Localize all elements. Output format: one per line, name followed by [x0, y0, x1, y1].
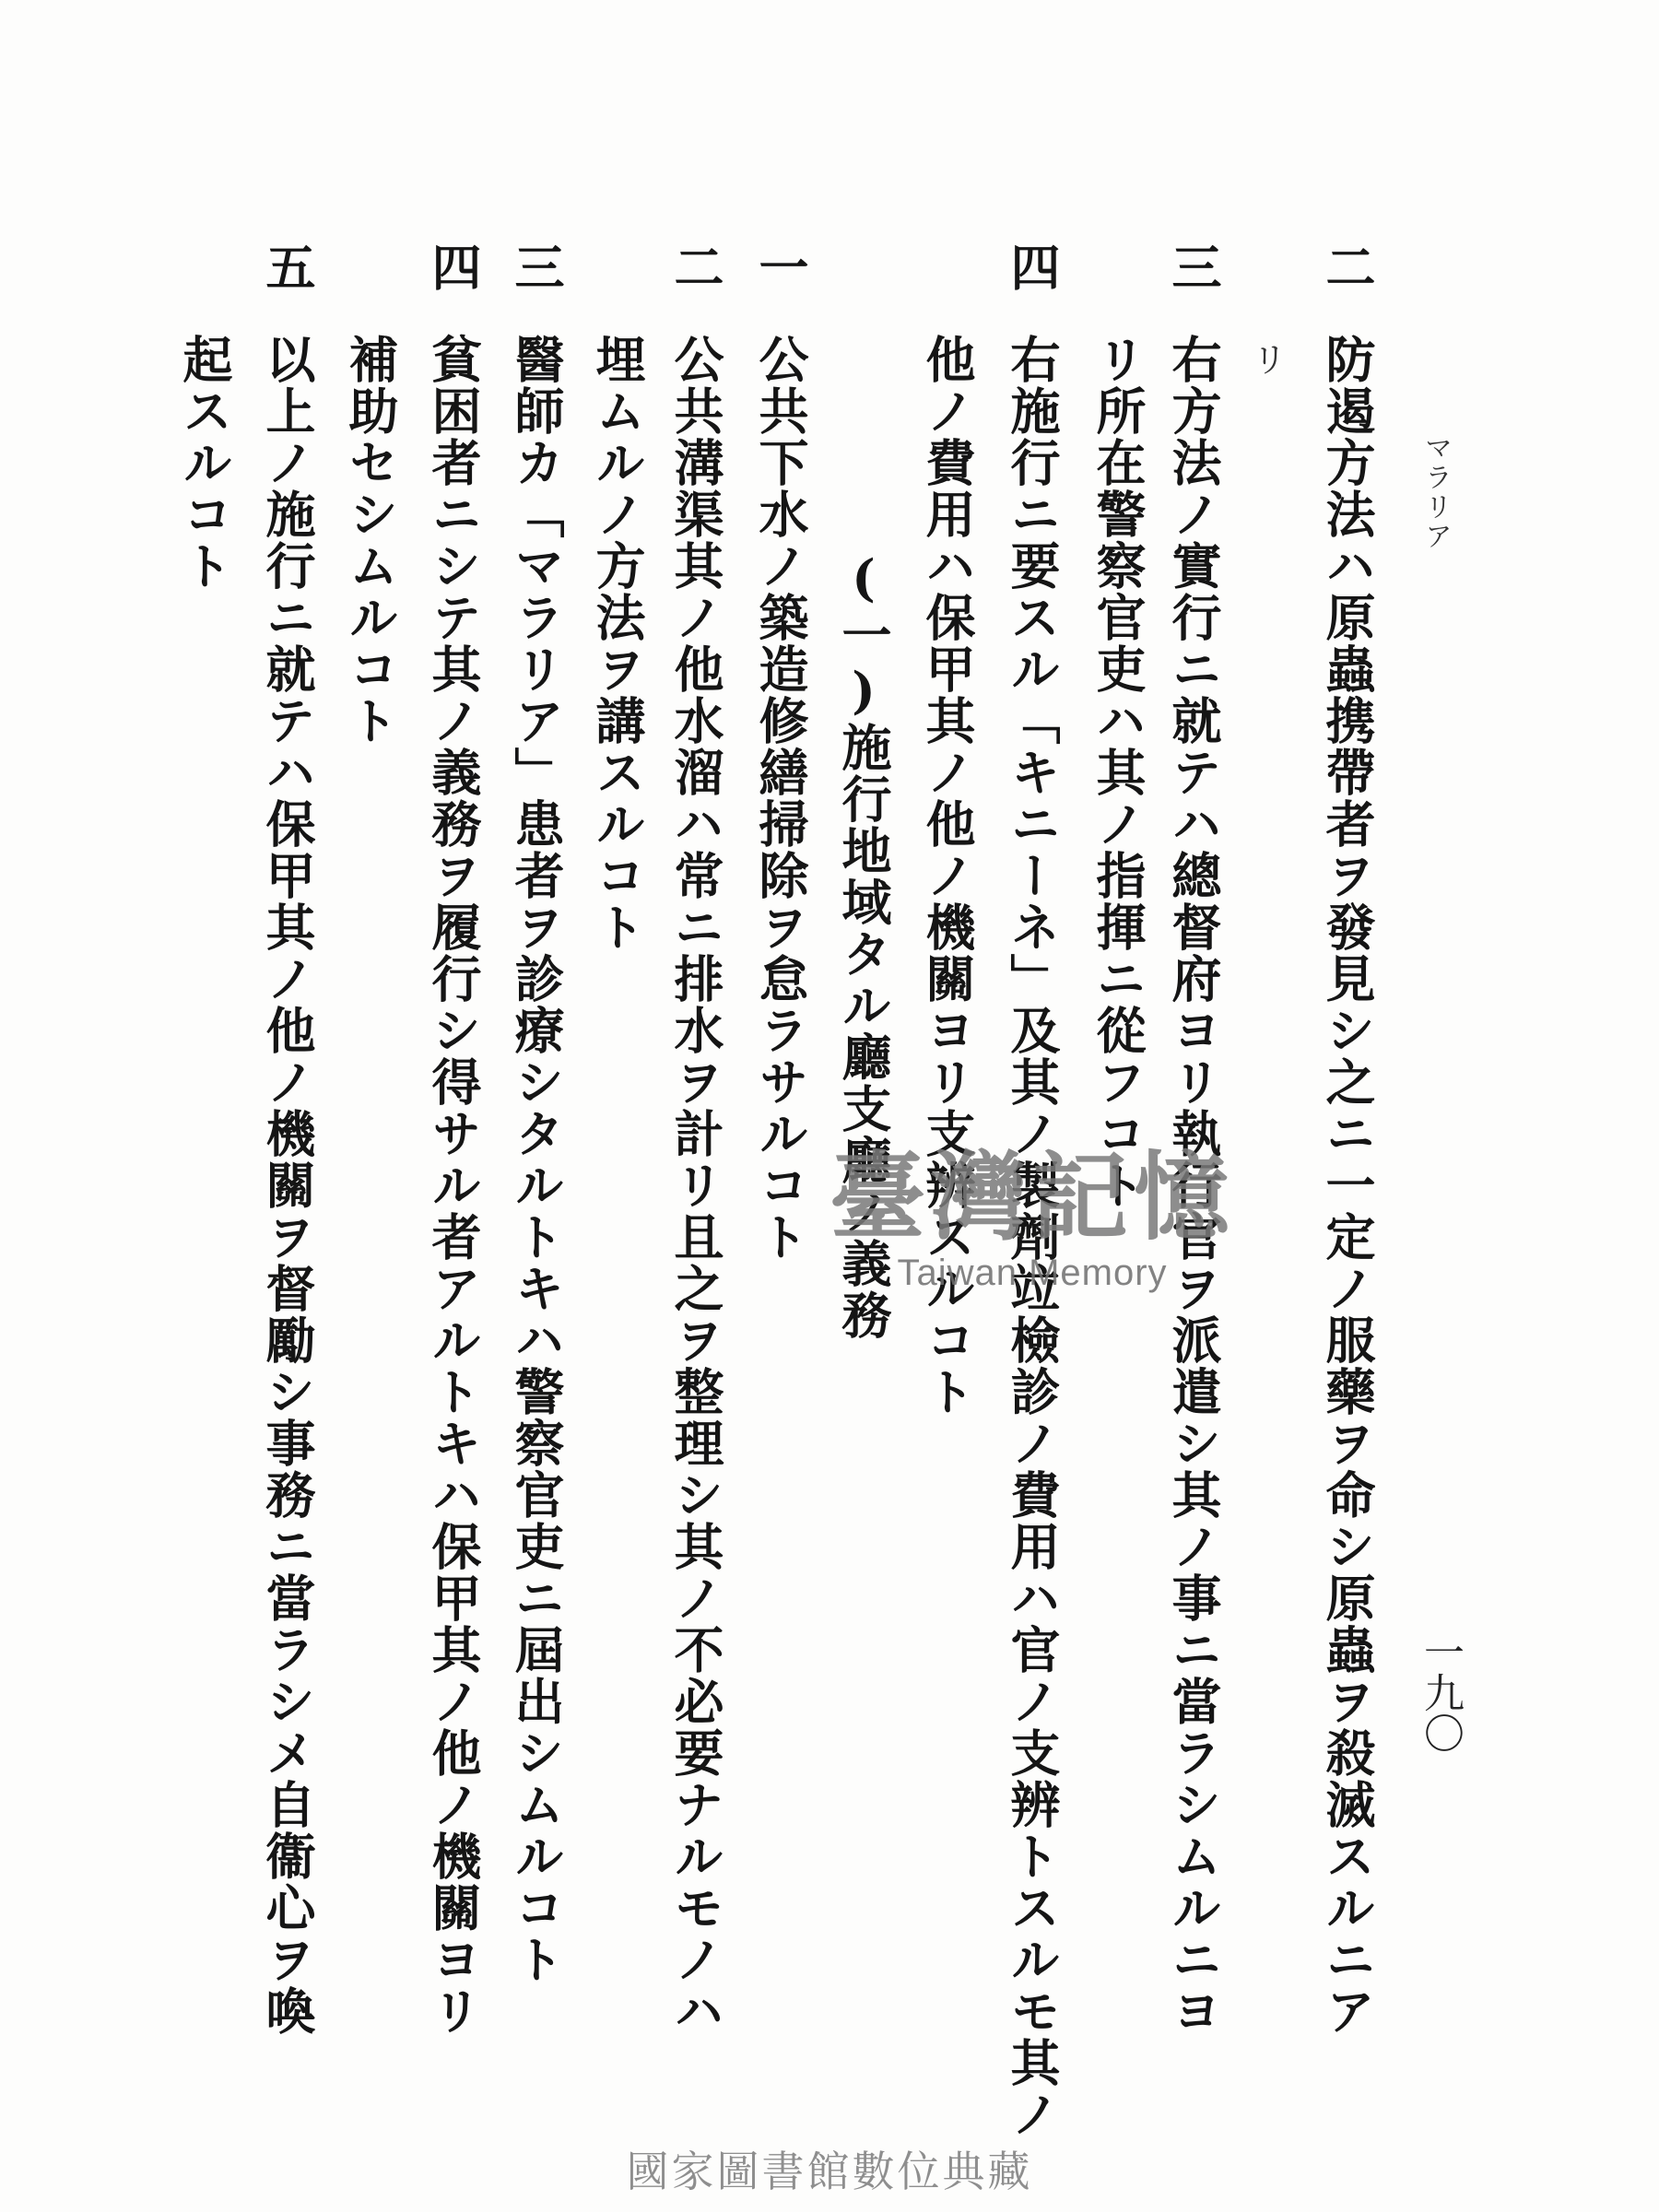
watermark-english: Taiwan Memory — [897, 1253, 1168, 1293]
column-11-text: 醫師カ「マラリア」患者ヲ診療シタルトキハ警察官吏ニ屆出シムルコト — [507, 334, 566, 1985]
column-5-text: 右施行ニ要スル「キニーネ」及其ノ製劑竝檢診ノ費用ハ官ノ支辨トスルモ其ノ — [1003, 334, 1062, 2140]
column-5-num: 四 — [1003, 241, 1062, 293]
column-1-num: 二 — [1318, 241, 1377, 293]
column-4-text: リ所在警察官吏ハ其ノ指揮ニ從フコト — [1088, 334, 1147, 1211]
column-9-text: 公共溝渠其ノ他水溜ハ常ニ排水ヲ計リ且之ヲ整理シ其ノ不必要ナルモノハ — [666, 334, 725, 2037]
column-15-text: 起スルコト — [175, 334, 234, 592]
column-13-num: 四 — [424, 241, 483, 293]
column-2-text: リ — [1246, 341, 1287, 378]
column-8-text: 公共下水ノ築造修繕掃除ヲ怠ラサルコト — [751, 334, 810, 1263]
column-14-text: 以上ノ施行ニ就テハ保甲其ノ他ノ機關ヲ督勵シ事務ニ當ラシメ自衞心ヲ喚 — [258, 334, 317, 2037]
taiwan-memory-watermark — [830, 1120, 1235, 1294]
column-11-num: 三 — [507, 241, 566, 293]
running-header-title: マラリア — [1419, 433, 1452, 551]
column-3-num: 三 — [1164, 241, 1223, 293]
column-12-text: 貧困者ニシテ其ノ義務ヲ履行シ得サル者アルトキハ保甲其ノ他ノ機關ヨリ — [424, 334, 483, 2037]
column-10-text: 埋ムルノ方法ヲ講スルコト — [588, 334, 647, 953]
watermark-chinese: 臺灣記憶 — [830, 1141, 1236, 1253]
column-6-text: 他ノ費用ハ保甲其ノ他ノ機關ヨリ支辨スルコト — [918, 334, 977, 1418]
page-number: 一九〇 — [1417, 1631, 1464, 1753]
column-8-num: 一 — [751, 241, 810, 293]
column-13-text: 補助セシムルコト — [341, 334, 400, 747]
column-1-text: 防遏方法ハ原蟲携帶者ヲ發見シ之ニ一定ノ服藥ヲ命シ原蟲ヲ殺滅スルニア — [1318, 334, 1377, 2037]
column-9-num: 二 — [666, 241, 725, 293]
library-footer: 國家圖書館數位典藏 — [626, 2147, 1033, 2196]
column-14-num: 五 — [258, 241, 317, 293]
column-3-text: 右方法ノ實行ニ就テハ總督府ヨリ執行官ヲ派遣シ其ノ事ニ當ラシムルニヨ — [1164, 334, 1223, 2037]
section-heading: (一)施行地域タル廳支廳ノ義務 — [834, 548, 893, 1341]
